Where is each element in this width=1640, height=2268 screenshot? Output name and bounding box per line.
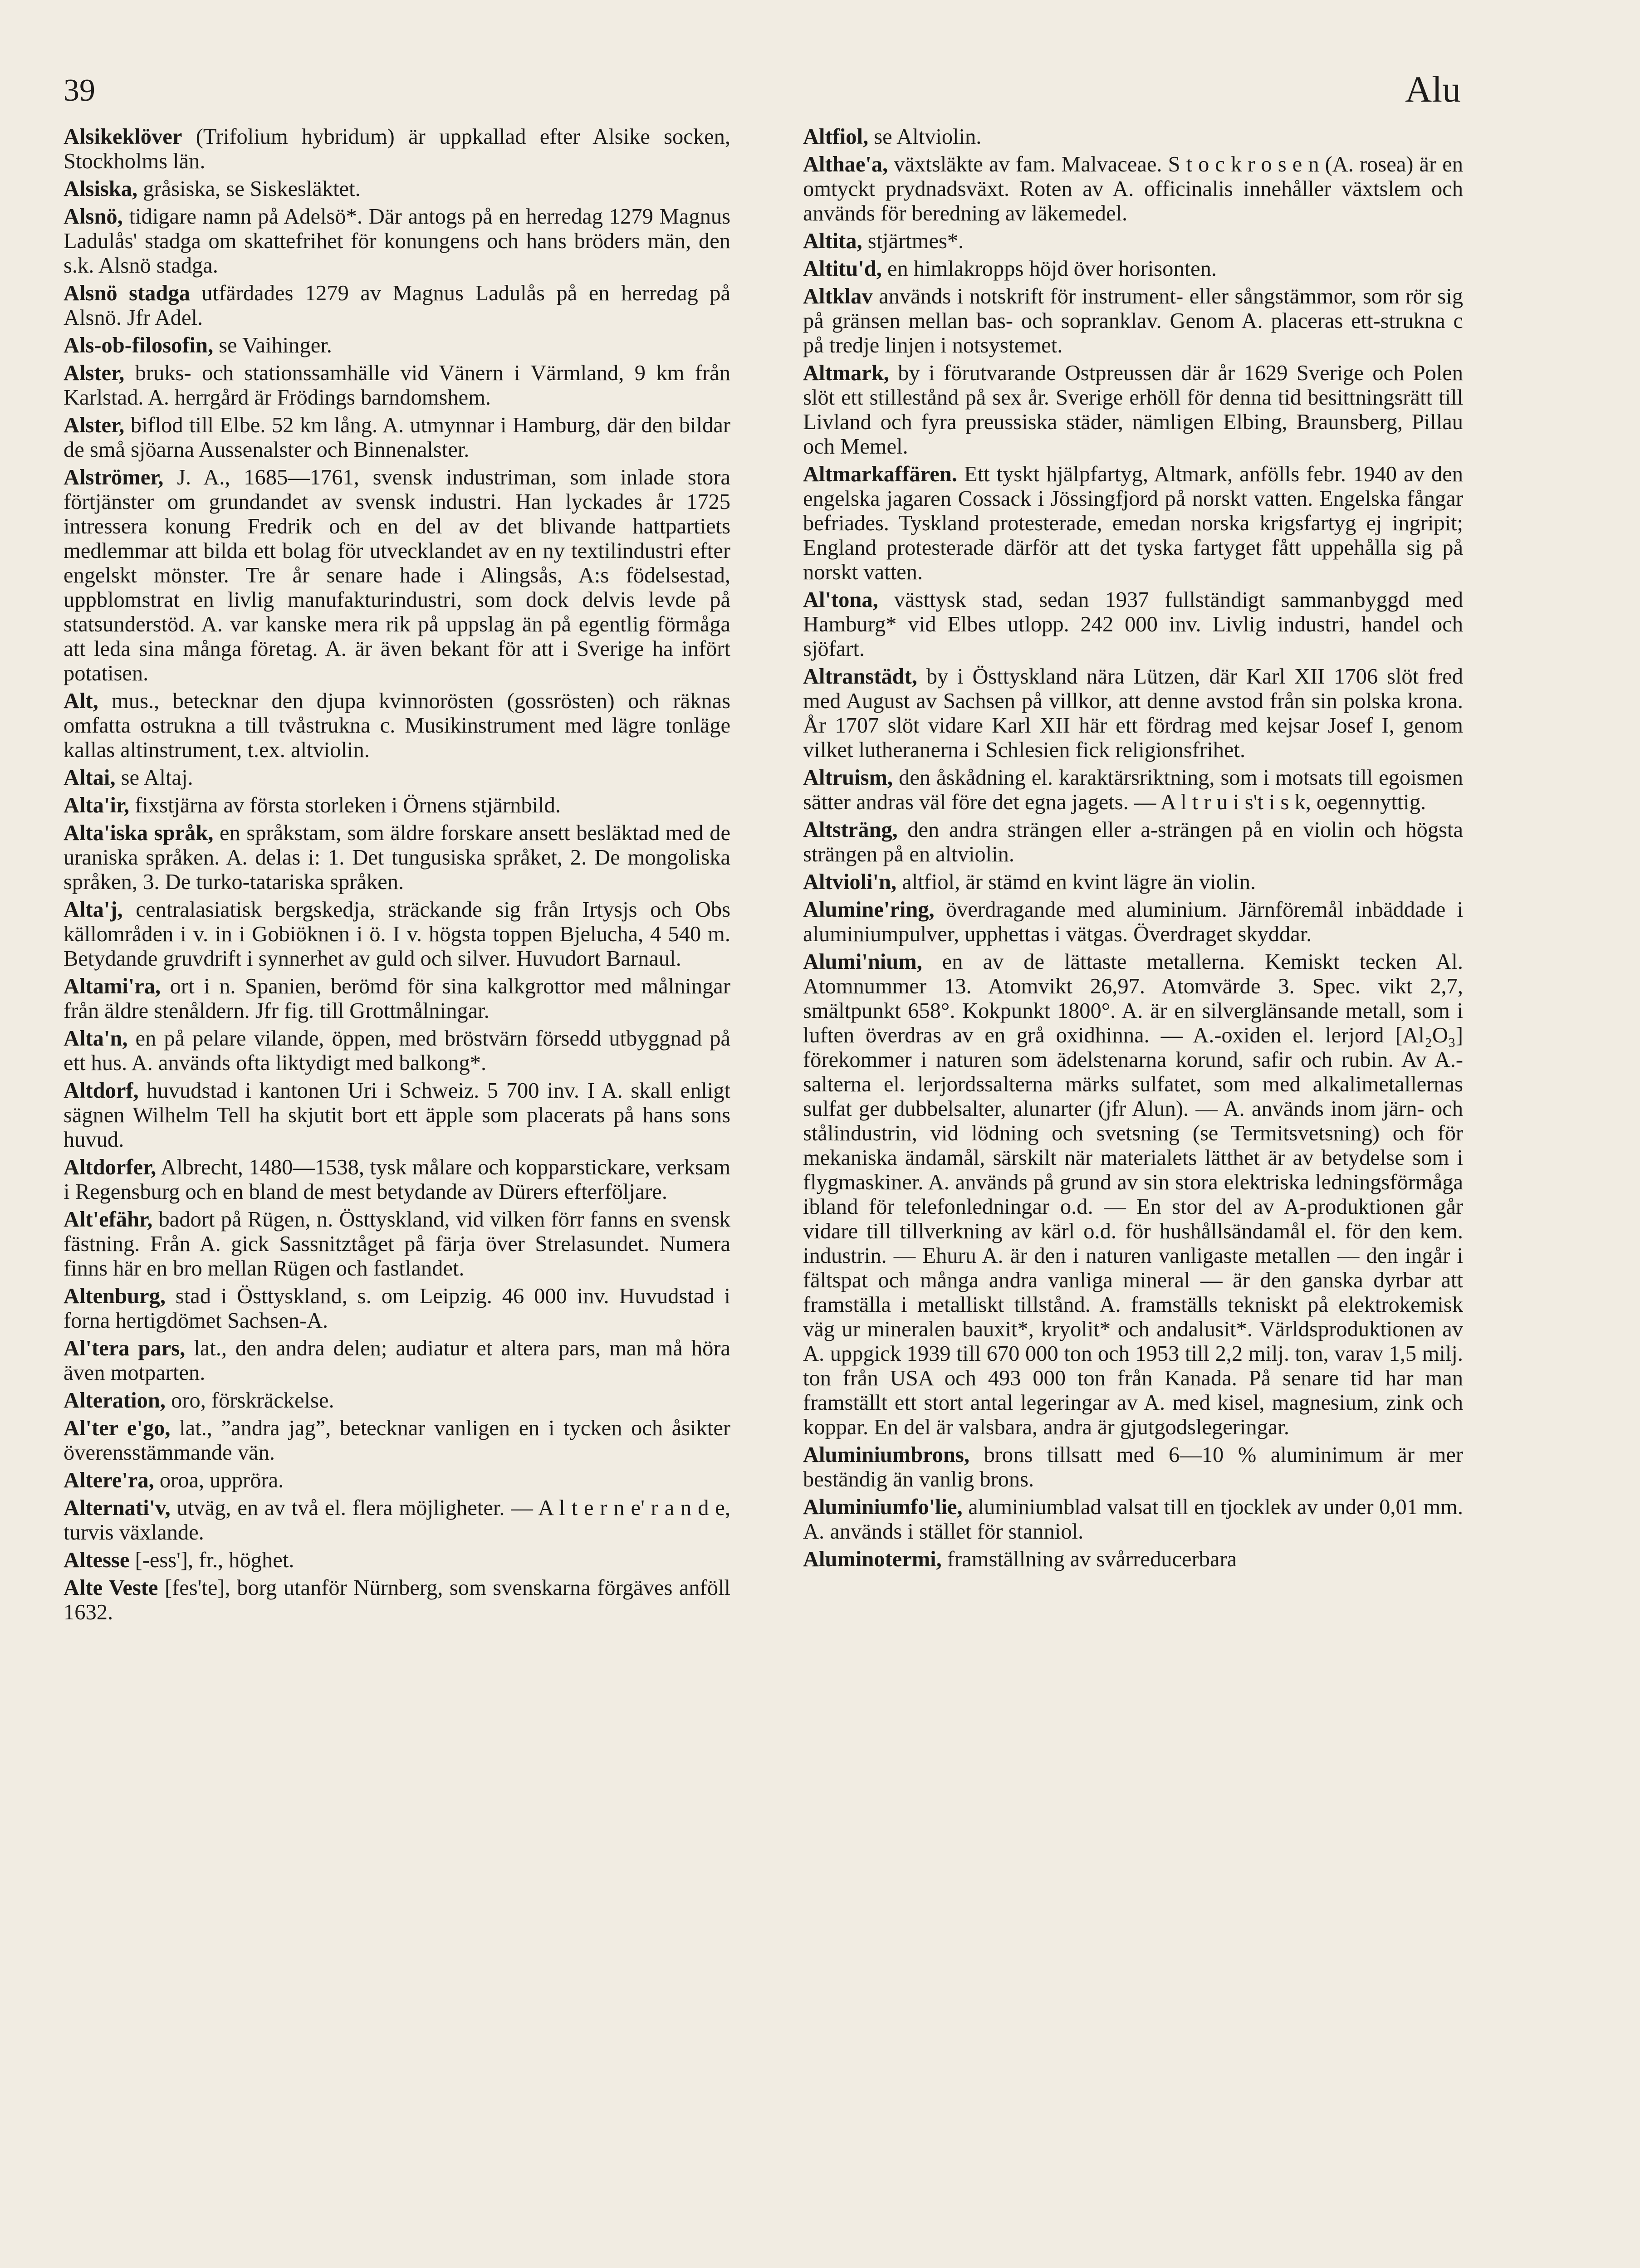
entry-headword: Alternati'v, <box>64 1496 171 1520</box>
entry-definition: [-ess'], fr., höghet. <box>129 1548 294 1572</box>
left-column <box>64 125 730 1628</box>
dictionary-entry <box>803 588 1463 661</box>
entry-headword: Altfiol, <box>803 125 869 149</box>
dictionary-entry <box>803 898 1463 947</box>
entry-definition: en språkstam, som äldre forskare ansett besläktad med de uraniska språken. A. delas i: 1. Det tungusiska språket, 2. De mongoliska språken, 3. De turko-tatariska språken. <box>64 821 730 894</box>
entry-definition: gråsiska, se Siskesläktet. <box>137 177 361 201</box>
dictionary-entry <box>803 462 1463 585</box>
dictionary-entry <box>803 257 1463 281</box>
entry-definition: brons tillsatt med 6—10 % aluminimum är mer beständig än vanlig brons. <box>803 1443 1463 1491</box>
entry-headword: Alte Veste <box>64 1576 158 1600</box>
dictionary-entry <box>803 361 1463 459</box>
dictionary-entry <box>64 898 730 971</box>
entry-definition: se Vaihinger. <box>213 333 332 357</box>
entry-definition: lat., ”andra jag”, betecknar vanligen en i tycken och åsikter överensstämmande vän. <box>64 1416 730 1465</box>
entry-headword: Alströmer, <box>64 465 164 489</box>
entry-headword: Altranstädt, <box>803 665 917 689</box>
dictionary-entry <box>64 361 730 410</box>
entry-headword: Altdorfer, <box>64 1155 157 1179</box>
entry-headword: Alsnö, <box>64 205 123 229</box>
dictionary-entry <box>64 281 730 330</box>
entry-headword: Alta'iska språk, <box>64 821 214 845</box>
dictionary-entry <box>803 950 1463 1440</box>
entry-headword: Als-ob-filosofin, <box>64 333 214 357</box>
entry-headword: Altsträng, <box>803 818 898 842</box>
entry-definition: biflod till Elbe. 52 km lång. A. utmynnar i Hamburg, där den bildar de små sjöarna Aussenalster och Binnenalster. <box>64 413 730 462</box>
entry-headword: Alsiska, <box>64 177 138 201</box>
entry-headword: Alumine'ring, <box>803 898 935 922</box>
entry-headword: Altesse <box>64 1548 130 1572</box>
entry-headword: Alta'j, <box>64 898 123 922</box>
entry-headword: Altere'ra, <box>64 1468 154 1492</box>
entry-definition: tidigare namn på Adelsö*. Där antogs på en herredag 1279 Magnus Ladulås' stadga om skattefrihet för konungens och hans bröders män, den s.k. Alsnö stadga. <box>64 205 730 278</box>
entry-headword: Aluminiumbrons, <box>803 1443 970 1467</box>
entry-definition: ort i n. Spanien, berömd för sina kalkgrottor med målningar från äldre stenåldern. Jfr fig. till Grottmålningar. <box>64 974 730 1023</box>
dictionary-entry <box>64 413 730 462</box>
dictionary-entry <box>64 177 730 201</box>
entry-definition: den åskådning el. karaktärsriktning, som i motsats till egoismen sätter andras väl före det egna jagets. — A l t r u i s't i s k, oegennyttig. <box>803 766 1463 814</box>
dictionary-entry <box>64 1155 730 1204</box>
entry-headword: Alt, <box>64 689 98 713</box>
entry-definition: J. A., 1685—1761, svensk industriman, som inlade stora förtjänster om grundandet av svensk industri. Han lyckades år 1725 intressera konung Fredrik och en del av det blivande hattpartiets medlemmar att bilda ett bolag för utvecklandet av en ny textilindustri efter engelskt mönster. Tre år senare hade i Alingsås, A:s födelsestad, uppblomstrat en livlig manufakturindustri, som dock delvis levde på statsunderstöd. A. var kanske mera rik på uppslag än på egentlig förmåga att leda sina många företag. A. är även bekant för att i Sverige ha infört potatisen. <box>64 465 730 685</box>
dictionary-entry <box>64 689 730 763</box>
entry-headword: Alt'efähr, <box>64 1207 153 1232</box>
entry-headword: Altvioli'n, <box>803 870 897 894</box>
entry-headword: Altami'ra, <box>64 974 161 998</box>
dictionary-entry <box>64 1416 730 1465</box>
entry-headword: Altenburg, <box>64 1284 166 1308</box>
entry-definition: by i förutvarande Ostpreussen där år 1629 Sverige och Polen slöt ett stillestånd på sex år. Sverige erhöll för denna tid besittningsrätt till Livland och fyra preussiska städer, nämligen Elbing, Braunsberg, Pillau och Memel. <box>803 361 1463 459</box>
entry-definition: stjärtmes*. <box>862 229 964 253</box>
entry-headword: Alster, <box>64 361 125 385</box>
entry-definition: en på pelare vilande, öppen, med bröstvärn försedd utbyggnad på ett hus. A. används ofta liktydigt med balkong*. <box>64 1026 730 1075</box>
guide-word: Alu <box>1405 68 1461 110</box>
dictionary-entry <box>803 870 1463 894</box>
entry-definition: Albrecht, 1480—1538, tysk målare och kopparstickare, verksam i Regensburg och en bland de mest betydande av Dürers efterföljare. <box>64 1155 730 1204</box>
page-number: 39 <box>64 73 95 108</box>
entry-definition: en av de lättaste metallerna. Kemiskt tecken Al. Atomnummer 13. Atomvikt 26,97. Atomvärde 3. Spec. vikt 2,7, smältpunkt 658°. Kokpunkt 1800°. A. är en silverglänsande metall, som i luften överdras av en grå oxidhinna. — A.-oxiden el. lerjord [Al₂O₃] förekommer i naturen som ädelstenarna korund, safir och rubin. Av A.-salterna el. lerjordssalterna märks sulfatet, som med alkalimetallernas sulfat ger dubbelsalter, alunarter (jfr Alun). — A. används inom järn- och stålindustrin, vid lödning och svetsning (se Termitsvetsning) och för mekaniska ändamål, särskilt när materialets lätthet är av betydelse som i flygmaskiner. A. används på grund av sin stora elektriska ledningsförmåga ibland för telefonledningar o.d. — En stor del av A-produktionen går vidare till tillverkning av kärl o.d. för hushållsändamål el. för den kem. industrin. — Ehuru A. är den i naturen vanligaste metallen — den ingår i fältspat och många andra vanliga mineral — är den ganska dyrbar att framställa i metalliskt tillstånd. A. framställs tekniskt på elektrokemisk väg ur mineralen bauxit*, kryolit* och andalusit*. Världsproduktionen av A. uppgick 1939 till 670 000 ton och 1953 till 2,2 milj. ton, varav 1,5 milj. ton från USA och 493 000 ton från Kanada. På senare tid har man framställt ett stort antal legeringar av A. med kisel, magnesium, zink och koppar. En del är valsbara, andra är gjutgodslegeringar. <box>803 950 1463 1439</box>
dictionary-entry <box>803 1495 1463 1544</box>
entry-definition: badort på Rügen, n. Östtyskland, vid vilken förr fanns en svensk fästning. Från A. gick Sassnitztåget på färja över Strelasundet. Numera finns här en bro mellan Rügen och fastlandet. <box>64 1207 730 1281</box>
dictionary-entry <box>64 766 730 790</box>
entry-definition: en himlakropps höjd över horisonten. <box>881 257 1217 281</box>
entry-definition: mus., betecknar den djupa kvinnorösten (gossrösten) och räknas omfatta ostrukna a till tvåstrukna c. Musikinstrument med lägre tonläge kallas altinstrument, t.ex. altviolin. <box>64 689 730 762</box>
entry-headword: Alta'n, <box>64 1026 128 1051</box>
dictionary-entry <box>64 1284 730 1333</box>
entry-definition: oro, förskräckelse. <box>165 1388 334 1413</box>
entry-definition: utfärdades 1279 av Magnus Ladulås på en herredag på Alsnö. Jfr Adel. <box>64 281 730 330</box>
entry-definition: lat., den andra delen; audiatur et altera pars, man må höra även motparten. <box>64 1336 730 1385</box>
dictionary-entry <box>64 1336 730 1385</box>
dictionary-entry <box>803 229 1463 254</box>
entry-definition: framställning av svårreducerbara <box>941 1547 1237 1571</box>
entry-definition: överdragande med aluminium. Järnföremål inbäddade i aluminiumpulver, upphettas i vätgas. Överdraget skyddar. <box>803 898 1463 946</box>
entry-headword: Alster, <box>64 413 125 437</box>
dictionary-entry <box>64 974 730 1023</box>
entry-definition: västtysk stad, sedan 1937 fullständigt sammanbyggd med Hamburg* vid Elbes utlopp. 242 000 inv. Livlig industri, handel och sjöfart. <box>803 588 1463 661</box>
entry-headword: Altitu'd, <box>803 257 882 281</box>
dictionary-entry <box>803 125 1463 149</box>
dictionary-entry <box>803 665 1463 763</box>
entry-definition: altfiol, är stämd en kvint lägre än violin. <box>896 870 1256 894</box>
dictionary-entry <box>64 1079 730 1152</box>
entry-headword: Altmark, <box>803 361 889 385</box>
entry-definition: [fes'te], borg utanför Nürnberg, som svenskarna förgäves anföll 1632. <box>64 1576 730 1624</box>
dictionary-entry <box>64 333 730 358</box>
entry-definition: stad i Östtyskland, s. om Leipzig. 46 000 inv. Huvudstad i forna hertigdömet Sachsen-A. <box>64 1284 730 1333</box>
entry-definition: växtsläkte av fam. Malvaceae. S t o c k r o s e n (A. rosea) är en omtyckt prydnadsväxt. Roten av A. officinalis innehåller växtslem och används för beredning av läkemedel. <box>803 152 1463 225</box>
entry-definition: används i notskrift för instrument- eller sångstämmor, som rör sig på gränsen mellan bas- och sopranklav. Genom A. placeras ett-strukna c på tredje linjen i notsystemet. <box>803 284 1463 357</box>
dictionary-entry <box>64 1496 730 1545</box>
dictionary-entry <box>64 821 730 894</box>
entry-headword: Alumi'nium, <box>803 950 922 974</box>
entry-definition: utväg, en av två el. flera möjligheter. — A l t e r n e' r a n d e, turvis växlande. <box>64 1496 730 1545</box>
right-column <box>803 125 1463 1575</box>
dictionary-entry <box>803 1547 1463 1572</box>
entry-definition: se Altaj. <box>115 766 193 790</box>
dictionary-entry <box>803 284 1463 358</box>
dictionary-entry <box>64 1576 730 1625</box>
dictionary-entry <box>803 152 1463 226</box>
dictionary-entry <box>64 205 730 278</box>
entry-definition: bruks- och stationssamhälle vid Vänern i Värmland, 9 km från Karlstad. A. herrgård är Frödings barndomshem. <box>64 361 730 410</box>
entry-definition: oroa, uppröra. <box>154 1468 284 1492</box>
entry-definition: aluminiumblad valsat till en tjocklek av under 0,01 mm. A. används i stället för stanniol. <box>803 1495 1463 1544</box>
dictionary-entry <box>64 465 730 686</box>
entry-headword: Altdorf, <box>64 1079 139 1103</box>
entry-headword: Alsnö stadga <box>64 281 190 305</box>
entry-headword: Aluminotermi, <box>803 1547 942 1571</box>
entry-headword: Altruism, <box>803 766 893 790</box>
entry-definition: (Trifolium hybridum) är uppkallad efter Alsike socken, Stockholms län. <box>64 125 730 173</box>
entry-headword: Alteration, <box>64 1388 166 1413</box>
entry-headword: Althae'a, <box>803 152 888 176</box>
dictionary-entry <box>64 1026 730 1075</box>
entry-headword: Al'ter e'go, <box>64 1416 171 1440</box>
entry-definition: by i Östtyskland nära Lützen, där Karl XII 1706 slöt fred med August av Sachsen på villkor, att denne avstod från sin polska krona. År 1707 slöt vidare Karl XII här ett fördrag med kejsar Josef I, genom vilket lutheranerna i Schlesien fick religionsfrihet. <box>803 665 1463 762</box>
dictionary-entry <box>803 766 1463 815</box>
entry-definition: huvudstad i kantonen Uri i Schweiz. 5 700 inv. I A. skall enligt sägnen Wilhelm Tell ha skjutit bort ett äpple som placerats på hans sons huvud. <box>64 1079 730 1152</box>
dictionary-entry <box>64 1468 730 1493</box>
dictionary-entry <box>64 793 730 818</box>
entry-headword: Altita, <box>803 229 862 253</box>
dictionary-entry <box>64 1388 730 1413</box>
entry-headword: Altklav <box>803 284 873 308</box>
entry-headword: Altmarkaffären. <box>803 462 957 486</box>
dictionary-entry <box>803 1443 1463 1492</box>
entry-definition: den andra strängen eller a-strängen på en violin och högsta strängen på en altviolin. <box>803 818 1463 866</box>
entry-headword: Alta'ir, <box>64 793 130 817</box>
entry-headword: Altai, <box>64 766 116 790</box>
entry-definition: Ett tyskt hjälpfartyg, Altmark, anfölls febr. 1940 av den engelska jagaren Cossack i Jössingfjord på norskt vatten. Engelska fångar befriades. Tyskland protesterade, emedan norska krigsfartyg ej ingripit; England protesterade därför att det tyska fartyget fått uppehålla sig på norskt vatten. <box>803 462 1463 584</box>
entry-definition: fixstjärna av första storleken i Örnens stjärnbild. <box>129 793 561 817</box>
entry-headword: Aluminiumfo'lie, <box>803 1495 963 1519</box>
dictionary-entry <box>64 1548 730 1573</box>
entry-headword: Al'tera pars, <box>64 1336 186 1360</box>
entry-headword: Alsikeklöver <box>64 125 182 149</box>
dictionary-entry <box>64 1207 730 1281</box>
dictionary-entry <box>803 818 1463 867</box>
entry-headword: Al'tona, <box>803 588 878 612</box>
dictionary-entry <box>64 125 730 174</box>
entry-definition: se Altviolin. <box>868 125 982 149</box>
entry-definition: centralasiatisk bergskedja, sträckande sig från Irtysjs och Obs källområden i v. in i Gobiöknen i ö. I v. högsta toppen Bjelucha, 4 540 m. Betydande gruvdrift i synnerhet av guld och silver. Huvudort Barnaul. <box>64 898 730 971</box>
